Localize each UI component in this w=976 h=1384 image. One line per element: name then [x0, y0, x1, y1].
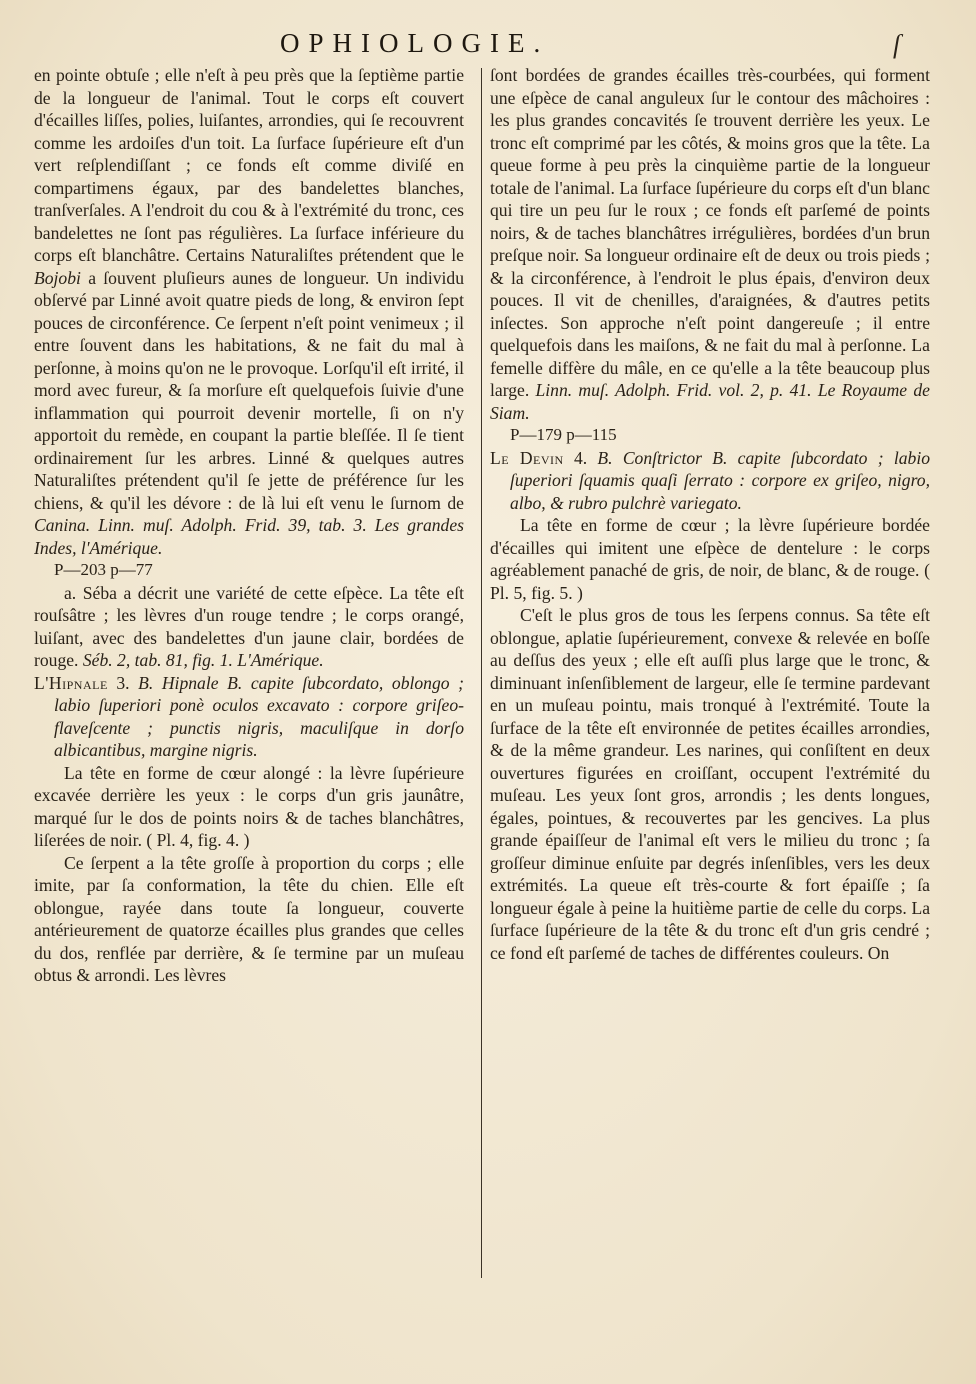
species-name: Le Devin	[490, 447, 564, 468]
paragraph-devin-description: C'eſt le plus gros de tous les ſerpens connus. Sa tête eſt oblongue, aplatie ſupérieurement, convexe & relevée en boſſe au deſſus des yeux ; elle eſt auſſi plus large que le tronc, & diminuant inſenſiblement de largeur, elle ſe termine pardevant en un muſeau pointu, mais tronqué à l'extrémité. Toute la ſurface de la tête eſt environnée de petites écailles arrondies, & de la même grandeur. Les narines, qui conſiſtent en deux ouvertures figurées en croiſſant, occupent l'extrémité du muſeau. Les yeux ſont gros, arrondis ; les dents longues, égales, pointues, & recouvertes par les gencives. La plus grande épaiſſeur de l'animal eſt vers le milieu du tronc ; ſa groſſeur diminue enſuite par degrés inſenſibles, vers les deux extrémités. La queue eſt très-courte & fort épaiſſe ; ſa longueur égale à peine la huitième partie de celle du corps. La ſurface ſupérieure de la tête & du tronc eſt d'un gris cendré ; ce fond eſt parſemé de taches de différentes couleurs. On	[490, 605, 930, 963]
text-run: en pointe obtuſe ; elle n'eſt à peu près que la ſeptième partie de la longueur de l'animal. Tout le corps eſt couvert d'écailles liſſes, polies, luiſantes, arrondies, qui ſe recouvrent comme les ardoiſes d'un toit. La ſurface ſupérieure eſt d'un vert reſplendiſſant ; ce fonds eſt comme diviſé en compartimens égaux, par des bandelettes blanches, tranſverſales. A l'endroit du cou & à l'extrémité du tronc, ces bandelettes ne ſont pas régulières. La ſurface inférieure du corps eſt blanchâtre. Certains Naturaliſtes prétendent que le	[34, 65, 464, 265]
page-number: ſ	[893, 30, 901, 59]
plate-reference: P—179 p—115	[510, 425, 617, 444]
running-head	[0, 28, 976, 68]
species-number: 4.	[563, 447, 598, 468]
species-number: 3.	[107, 672, 139, 693]
citation: Canina. Linn. muſ. Adolph. Frid. 39, tab. 3. Les grandes Indes, l'Amérique.	[34, 515, 464, 558]
paragraph-hipnale-description: Ce ſerpent a la tête groſſe à proportion du corps ; elle imite, par ſa conformation, la tête du chien. Elle eſt oblongue, rayée dans toute ſa longueur, couverte antérieurement de quatorze écailles plus grandes que celles du dos, renflée par derrière, & ſe termine par un muſeau obtus & arrondi. Les lèvres	[34, 852, 464, 985]
latin-diagnosis: B. Hipnale B. capite ſubcordato, oblongo ; labio ſuperiori ponè oculos excavato : corpore griſeo-flaveſcente ; punctis nigris, maculiſque in dorſo albicantibus, margine nigris.	[54, 672, 464, 760]
species-heading-hipnale	[34, 672, 464, 762]
column-divider	[481, 68, 482, 1278]
paragraph-bojobi-description	[34, 64, 464, 559]
text-run: a ſouvent pluſieurs aunes de longueur. Un individu obſervé par Linné avoit quatre pieds de long, & environ ſept pouces de circonférence. Ce ſerpent n'eſt point venimeux ; il entre ſouvent dans les habitations, & ne fait du mal à perſonne, à moins qu'on ne le provoque. Lorſqu'il eſt irrité, il mord avec fureur, & ſa morſure eſt quelquefois ſuivie d'une inflammation qui pourroit devenir mortelle, ſi on n'y apportoit du remède, en coupant la partie bleſſée. Il ſe tient ordinairement ſur les arbres. Linné & quelques autres Naturaliſtes prétendent qu'il ſe jette de préférence ſur les chiens, & qu'il les dévore : de là lui eſt venu le ſurnom de	[34, 267, 464, 513]
italic-run: Bojobi	[34, 267, 81, 288]
paragraph-devin-summary: La tête en forme de cœur ; la lèvre ſupérieure bordée d'écailles qui imitent une eſpèce de dentelure : le corps agréablement panaché de gris, de noir, de blanc, & de rouge. ( Pl. 5, fig. 5. )	[490, 515, 930, 603]
plate-reference: P—203 p—77	[54, 560, 153, 579]
paragraph-hipnale-summary: La tête en forme de cœur alongé : la lèvre ſupérieure excavée derrière les yeux : le corps d'un gris jaunâtre, marqué ſur le dos de points noirs & de taches blanchâtres, liſerées de noir. ( Pl. 4, fig. 4. )	[34, 762, 464, 850]
species-heading-devin	[490, 447, 930, 515]
text-run: a. Séba a décrit une variété de cette eſpèce. La tête eſt rouſsâtre ; les lèvres d'un rouge tendre ; le corps orangé, luiſant, avec des bandelettes d'un jaune clair, bordées de rouge.	[34, 582, 464, 670]
citation: Séb. 2, tab. 81, fig. 1. L'Amérique.	[82, 650, 324, 670]
citation: Linn. muſ. Adolph. Frid. vol. 2, p. 41. Le Royaume de Siam.	[490, 380, 930, 423]
text-run: ſont bordées de grandes écailles très-courbées, qui forment une eſpèce de canal anguleux ſur le contour des mâchoires : les plus grandes concavités ſe trouvent derrière les yeux. Le tronc eſt comprimé par les côtés, & moins gros que la tête. La queue forme à peu près la cinquième partie de la longueur totale de l'animal. La ſurface ſupérieure du corps eſt d'un blanc qui tire un peu ſur le roux ; ce fonds eſt parſemé de points noirs, & de taches blanchâtres irrégulières, bordées d'un brun preſque noir. Sa longueur ordinaire eſt de deux ou trois pieds ; & la circonférence, à l'endroit le plus épais, d'environ deux pouces. Il vit de chenilles, d'araignées, & d'autres petits inſectes. Son approche n'eſt point dangereuſe ; il entre quelquefois dans les maiſons, & ne fait du mal à perſonne. La femelle diffère du mâle, en ce qu'elle a la tête beaucoup plus large.	[490, 65, 930, 400]
running-title: OPHIOLOGIE.	[280, 28, 550, 58]
paragraph-variety-a	[34, 582, 464, 672]
species-name: L'Hipnale	[34, 672, 108, 693]
paragraph-hipnale-continued	[490, 64, 930, 424]
right-column	[490, 64, 930, 1284]
latin-diagnosis: B. Conſtrictor B. capite ſubcordato ; labio ſuperiori ſquamis quaſi ſerrato : corpore ex griſeo, nigro, albo, & rubro pulchrè variegato.	[510, 447, 930, 513]
left-column	[34, 64, 464, 1284]
